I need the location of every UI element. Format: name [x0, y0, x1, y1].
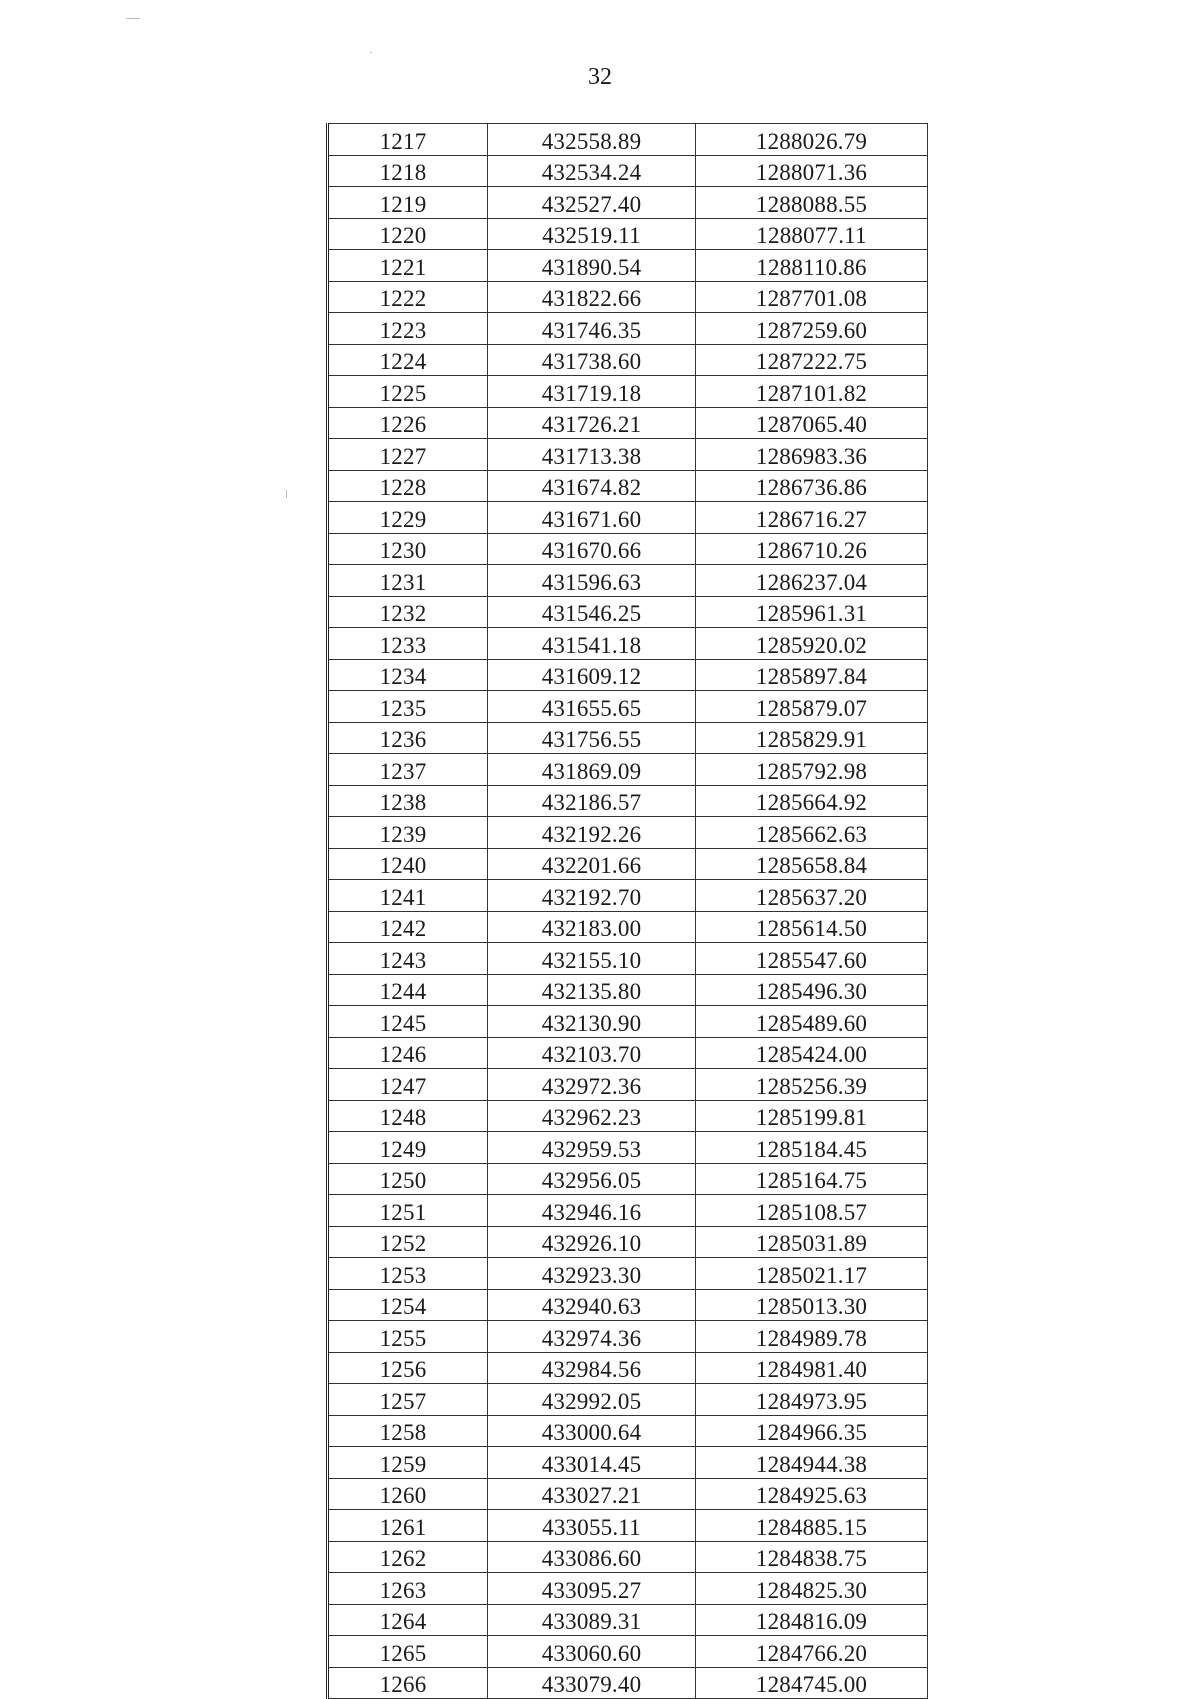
point-number-cell: 1261 [328, 1510, 488, 1542]
point-number-cell: 1233 [328, 628, 488, 660]
y-coordinate-cell: 1285489.60 [696, 1006, 928, 1038]
x-coordinate-cell: 433086.60 [488, 1541, 696, 1573]
table-row [328, 1321, 928, 1353]
point-number-cell: 1242 [328, 911, 488, 943]
point-number-cell: 1234 [328, 659, 488, 691]
x-coordinate-cell: 431674.82 [488, 470, 696, 502]
table-row [328, 1667, 928, 1699]
table-row [328, 187, 928, 219]
point-number-cell: 1244 [328, 974, 488, 1006]
point-number-cell: 1254 [328, 1289, 488, 1321]
table-row [328, 691, 928, 723]
y-coordinate-cell: 1286983.36 [696, 439, 928, 471]
table-row [328, 565, 928, 597]
y-coordinate-cell: 1288071.36 [696, 155, 928, 187]
y-coordinate-cell: 1284745.00 [696, 1667, 928, 1699]
y-coordinate-cell: 1284885.15 [696, 1510, 928, 1542]
x-coordinate-cell: 433027.21 [488, 1478, 696, 1510]
x-coordinate-cell: 431655.65 [488, 691, 696, 723]
point-number-cell: 1229 [328, 502, 488, 534]
point-number-cell: 1256 [328, 1352, 488, 1384]
x-coordinate-cell: 433089.31 [488, 1604, 696, 1636]
x-coordinate-cell: 433014.45 [488, 1447, 696, 1479]
point-number-cell: 1259 [328, 1447, 488, 1479]
table-row [328, 911, 928, 943]
table-row [328, 1289, 928, 1321]
x-coordinate-cell: 431670.66 [488, 533, 696, 565]
point-number-cell: 1258 [328, 1415, 488, 1447]
y-coordinate-cell: 1285256.39 [696, 1069, 928, 1101]
y-coordinate-cell: 1288088.55 [696, 187, 928, 219]
y-coordinate-cell: 1286736.86 [696, 470, 928, 502]
y-coordinate-cell: 1284966.35 [696, 1415, 928, 1447]
x-coordinate-cell: 431596.63 [488, 565, 696, 597]
table-row [328, 880, 928, 912]
y-coordinate-cell: 1285199.81 [696, 1100, 928, 1132]
x-coordinate-cell: 432956.05 [488, 1163, 696, 1195]
point-number-cell: 1236 [328, 722, 488, 754]
table-row [328, 376, 928, 408]
table-row [328, 817, 928, 849]
x-coordinate-cell: 431726.21 [488, 407, 696, 439]
point-number-cell: 1249 [328, 1132, 488, 1164]
point-number-cell: 1222 [328, 281, 488, 313]
point-number-cell: 1219 [328, 187, 488, 219]
point-number-cell: 1235 [328, 691, 488, 723]
table-row [328, 218, 928, 250]
table-row [328, 470, 928, 502]
table-row [328, 1415, 928, 1447]
point-number-cell: 1255 [328, 1321, 488, 1353]
point-number-cell: 1245 [328, 1006, 488, 1038]
y-coordinate-cell: 1285013.30 [696, 1289, 928, 1321]
table-row [328, 313, 928, 345]
table-row [328, 943, 928, 975]
point-number-cell: 1218 [328, 155, 488, 187]
point-number-cell: 1241 [328, 880, 488, 912]
table-row [328, 1384, 928, 1416]
y-coordinate-cell: 1285108.57 [696, 1195, 928, 1227]
point-number-cell: 1266 [328, 1667, 488, 1699]
x-coordinate-cell: 432984.56 [488, 1352, 696, 1384]
y-coordinate-cell: 1284825.30 [696, 1573, 928, 1605]
table-row [328, 659, 928, 691]
x-coordinate-cell: 433060.60 [488, 1636, 696, 1668]
y-coordinate-cell: 1286710.26 [696, 533, 928, 565]
x-coordinate-cell: 432959.53 [488, 1132, 696, 1164]
table-row [328, 1573, 928, 1605]
point-number-cell: 1253 [328, 1258, 488, 1290]
point-number-cell: 1250 [328, 1163, 488, 1195]
x-coordinate-cell: 432186.57 [488, 785, 696, 817]
y-coordinate-cell: 1285164.75 [696, 1163, 928, 1195]
table-row [328, 754, 928, 786]
point-number-cell: 1232 [328, 596, 488, 628]
x-coordinate-cell: 432558.89 [488, 124, 696, 156]
point-number-cell: 1260 [328, 1478, 488, 1510]
y-coordinate-cell: 1285021.17 [696, 1258, 928, 1290]
point-number-cell: 1225 [328, 376, 488, 408]
x-coordinate-cell: 432940.63 [488, 1289, 696, 1321]
table-row [328, 1636, 928, 1668]
x-coordinate-cell: 431713.38 [488, 439, 696, 471]
x-coordinate-cell: 431671.60 [488, 502, 696, 534]
y-coordinate-cell: 1286237.04 [696, 565, 928, 597]
point-number-cell: 1221 [328, 250, 488, 282]
point-number-cell: 1243 [328, 943, 488, 975]
y-coordinate-cell: 1284944.38 [696, 1447, 928, 1479]
point-number-cell: 1231 [328, 565, 488, 597]
x-coordinate-cell: 432155.10 [488, 943, 696, 975]
point-number-cell: 1263 [328, 1573, 488, 1605]
y-coordinate-cell: 1285920.02 [696, 628, 928, 660]
y-coordinate-cell: 1284989.78 [696, 1321, 928, 1353]
table-row [328, 1447, 928, 1479]
y-coordinate-cell: 1288077.11 [696, 218, 928, 250]
table-row [328, 1037, 928, 1069]
point-number-cell: 1240 [328, 848, 488, 880]
y-coordinate-cell: 1284925.63 [696, 1478, 928, 1510]
y-coordinate-cell: 1288026.79 [696, 124, 928, 156]
table-row [328, 250, 928, 282]
x-coordinate-cell: 432103.70 [488, 1037, 696, 1069]
table-row [328, 1226, 928, 1258]
x-coordinate-cell: 432183.00 [488, 911, 696, 943]
y-coordinate-cell: 1286716.27 [696, 502, 928, 534]
table-row [328, 124, 928, 156]
point-number-cell: 1239 [328, 817, 488, 849]
x-coordinate-cell: 433000.64 [488, 1415, 696, 1447]
x-coordinate-cell: 432130.90 [488, 1006, 696, 1038]
y-coordinate-cell: 1284816.09 [696, 1604, 928, 1636]
x-coordinate-cell: 431541.18 [488, 628, 696, 660]
table-row [328, 1604, 928, 1636]
point-number-cell: 1262 [328, 1541, 488, 1573]
x-coordinate-cell: 432992.05 [488, 1384, 696, 1416]
x-coordinate-cell: 431609.12 [488, 659, 696, 691]
table-row [328, 439, 928, 471]
point-number-cell: 1228 [328, 470, 488, 502]
table-row [328, 407, 928, 439]
point-number-cell: 1224 [328, 344, 488, 376]
y-coordinate-cell: 1284838.75 [696, 1541, 928, 1573]
x-coordinate-cell: 431738.60 [488, 344, 696, 376]
table-row [328, 1100, 928, 1132]
point-number-cell: 1220 [328, 218, 488, 250]
table-row [328, 722, 928, 754]
table-row [328, 1069, 928, 1101]
y-coordinate-cell: 1287101.82 [696, 376, 928, 408]
point-number-cell: 1226 [328, 407, 488, 439]
x-coordinate-cell: 432972.36 [488, 1069, 696, 1101]
y-coordinate-cell: 1285031.89 [696, 1226, 928, 1258]
y-coordinate-cell: 1285547.60 [696, 943, 928, 975]
table-row [328, 974, 928, 1006]
table-row [328, 281, 928, 313]
point-number-cell: 1230 [328, 533, 488, 565]
x-coordinate-cell: 431822.66 [488, 281, 696, 313]
table-row [328, 1478, 928, 1510]
y-coordinate-cell: 1285829.91 [696, 722, 928, 754]
x-coordinate-cell: 432534.24 [488, 155, 696, 187]
x-coordinate-cell: 432962.23 [488, 1100, 696, 1132]
x-coordinate-cell: 432923.30 [488, 1258, 696, 1290]
point-number-cell: 1248 [328, 1100, 488, 1132]
point-number-cell: 1246 [328, 1037, 488, 1069]
y-coordinate-cell: 1285879.07 [696, 691, 928, 723]
coordinates-table [326, 123, 928, 1699]
table-row [328, 628, 928, 660]
table-row [328, 785, 928, 817]
x-coordinate-cell: 432519.11 [488, 218, 696, 250]
x-coordinate-cell: 433079.40 [488, 1667, 696, 1699]
x-coordinate-cell: 432527.40 [488, 187, 696, 219]
y-coordinate-cell: 1284973.95 [696, 1384, 928, 1416]
y-coordinate-cell: 1285662.63 [696, 817, 928, 849]
point-number-cell: 1223 [328, 313, 488, 345]
y-coordinate-cell: 1287259.60 [696, 313, 928, 345]
y-coordinate-cell: 1287222.75 [696, 344, 928, 376]
table-row [328, 155, 928, 187]
y-coordinate-cell: 1285184.45 [696, 1132, 928, 1164]
scan-mark [370, 52, 372, 53]
coordinates-table-body [328, 124, 928, 1699]
point-number-cell: 1217 [328, 124, 488, 156]
point-number-cell: 1264 [328, 1604, 488, 1636]
point-number-cell: 1237 [328, 754, 488, 786]
table-row [328, 502, 928, 534]
y-coordinate-cell: 1285424.00 [696, 1037, 928, 1069]
point-number-cell: 1227 [328, 439, 488, 471]
table-row [328, 1163, 928, 1195]
table-row [328, 1510, 928, 1542]
table-row [328, 1258, 928, 1290]
x-coordinate-cell: 433055.11 [488, 1510, 696, 1542]
y-coordinate-cell: 1285614.50 [696, 911, 928, 943]
table-row [328, 1541, 928, 1573]
x-coordinate-cell: 431756.55 [488, 722, 696, 754]
x-coordinate-cell: 432192.26 [488, 817, 696, 849]
point-number-cell: 1238 [328, 785, 488, 817]
page-number: 32 [588, 64, 612, 90]
y-coordinate-cell: 1285961.31 [696, 596, 928, 628]
x-coordinate-cell: 431890.54 [488, 250, 696, 282]
x-coordinate-cell: 433095.27 [488, 1573, 696, 1605]
x-coordinate-cell: 432201.66 [488, 848, 696, 880]
table-row [328, 1132, 928, 1164]
point-number-cell: 1257 [328, 1384, 488, 1416]
table-row [328, 596, 928, 628]
x-coordinate-cell: 431546.25 [488, 596, 696, 628]
table-row [328, 848, 928, 880]
y-coordinate-cell: 1284981.40 [696, 1352, 928, 1384]
table-row [328, 533, 928, 565]
scan-mark [126, 18, 140, 19]
x-coordinate-cell: 431869.09 [488, 754, 696, 786]
table-row [328, 344, 928, 376]
x-coordinate-cell: 431719.18 [488, 376, 696, 408]
y-coordinate-cell: 1285658.84 [696, 848, 928, 880]
y-coordinate-cell: 1285637.20 [696, 880, 928, 912]
point-number-cell: 1251 [328, 1195, 488, 1227]
x-coordinate-cell: 432926.10 [488, 1226, 696, 1258]
x-coordinate-cell: 432946.16 [488, 1195, 696, 1227]
y-coordinate-cell: 1285496.30 [696, 974, 928, 1006]
point-number-cell: 1265 [328, 1636, 488, 1668]
y-coordinate-cell: 1288110.86 [696, 250, 928, 282]
x-coordinate-cell: 431746.35 [488, 313, 696, 345]
y-coordinate-cell: 1285664.92 [696, 785, 928, 817]
scan-mark [286, 490, 287, 498]
table-row [328, 1352, 928, 1384]
y-coordinate-cell: 1284766.20 [696, 1636, 928, 1668]
x-coordinate-cell: 432974.36 [488, 1321, 696, 1353]
y-coordinate-cell: 1285897.84 [696, 659, 928, 691]
table-row [328, 1006, 928, 1038]
table-row [328, 1195, 928, 1227]
x-coordinate-cell: 432192.70 [488, 880, 696, 912]
x-coordinate-cell: 432135.80 [488, 974, 696, 1006]
y-coordinate-cell: 1285792.98 [696, 754, 928, 786]
y-coordinate-cell: 1287701.08 [696, 281, 928, 313]
y-coordinate-cell: 1287065.40 [696, 407, 928, 439]
point-number-cell: 1252 [328, 1226, 488, 1258]
point-number-cell: 1247 [328, 1069, 488, 1101]
